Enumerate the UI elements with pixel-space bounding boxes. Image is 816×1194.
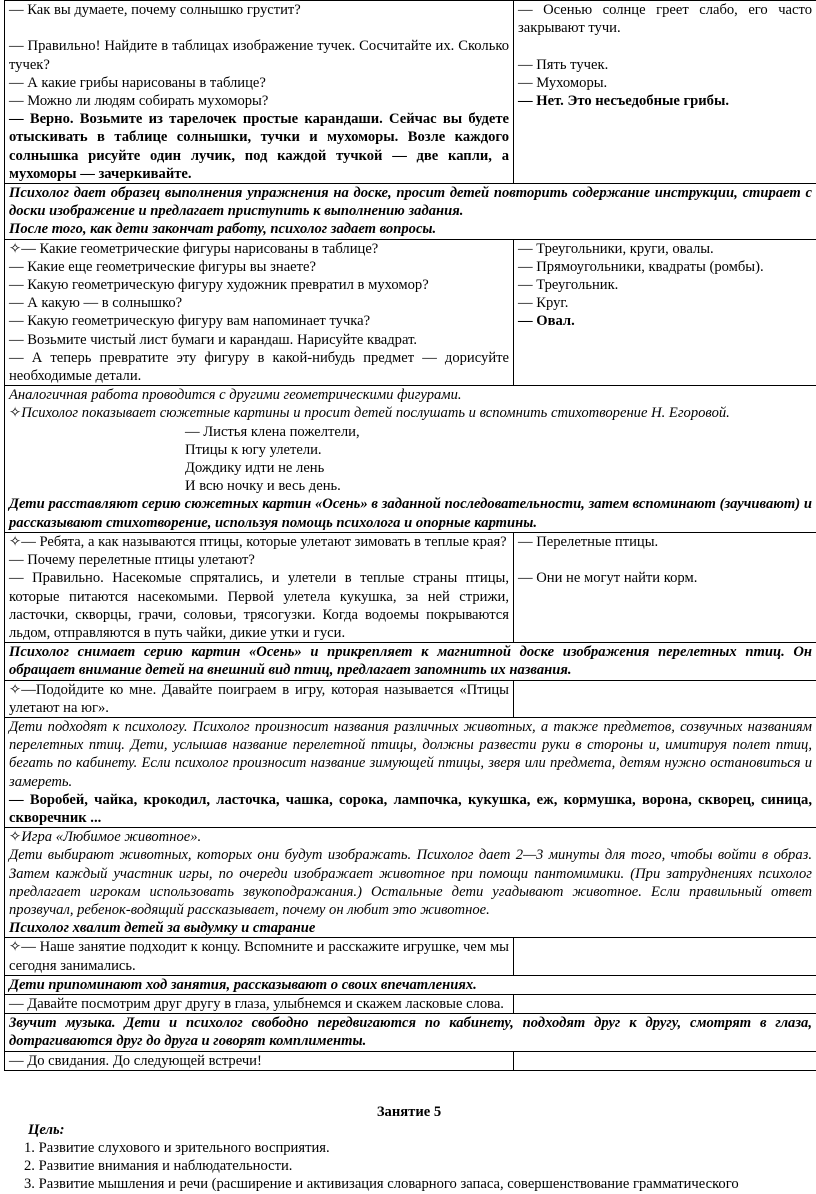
answer: — Треугольники, круги, овалы. bbox=[518, 240, 714, 257]
poem-line: Птицы к югу улетели. bbox=[185, 441, 322, 458]
poem-line: — Листья клена пожелтели, bbox=[185, 423, 360, 440]
question: — Какую геометрическую фигуру вам напоминает тучка? bbox=[9, 313, 371, 330]
note-cell bbox=[5, 828, 816, 938]
note-text: После того, как дети закончат работу, психолог задает вопросы. bbox=[9, 221, 437, 238]
star-icon: ✧ bbox=[9, 533, 22, 550]
star-icon: ✧ bbox=[9, 240, 22, 257]
note-cell bbox=[5, 184, 816, 240]
table-row bbox=[5, 938, 816, 975]
table-row bbox=[5, 680, 816, 717]
answer: — Прямоугольники, квадраты (ромбы). bbox=[518, 258, 764, 275]
blank-line bbox=[518, 551, 812, 569]
note-cell bbox=[5, 386, 816, 533]
note-text: Дети выбирают животных, которых они будут изображать. Психолог дает 2—3 минуты для того, чтобы войти в образ. Затем каждый участник игры, по очереди изображает животное при помощи пантомимики. (При затруднениях психолог предлагает игрокам использовать звукоподражания.) Остальные дети угадывают животное. Если правильный ответ прозвучал, ребенок-водящий рассказывает, почему он любит это животное. bbox=[9, 847, 812, 918]
note-row bbox=[5, 386, 816, 533]
note-text: Психолог снимает серию картин «Осень» и прикрепляет к магнитной доске изображения перелетных птиц. Он обращает внимание детей на внешний вид птиц, предлагает запомнить их названия. bbox=[9, 644, 812, 679]
star-icon: ✧ bbox=[9, 405, 22, 422]
question: — Можно ли людям собирать мухоморы? bbox=[9, 93, 269, 110]
psychologist-cell bbox=[5, 938, 514, 975]
statement: — До свидания. До следующей встречи! bbox=[9, 1052, 262, 1069]
children-cell bbox=[514, 532, 816, 642]
answer: — Круг. bbox=[518, 295, 569, 312]
instruction: — Верно. Возьмите из тарелочек простые карандаши. Сейчас вы будете отыскивать в таблице солнышки, тучки и мухоморы. Возле каждого солнышка рисуйте один лучик, под каждой тучкой — две капли, а мухоморы — зачеркивайте. bbox=[9, 111, 509, 182]
children-cell bbox=[514, 239, 816, 386]
children-cell bbox=[514, 938, 816, 975]
psychologist-cell bbox=[5, 532, 514, 642]
table-row bbox=[5, 1051, 816, 1070]
note-text: Психолог дает образец выполнения упражнения на доске, просит детей повторить содержание инструкции, стирает с доски изображение и предлагает приступить к выполнению задания. bbox=[9, 185, 812, 220]
note-text: Дети расставляют серию сюжетных картин «Осень» в заданной последовательности, затем вспоминают (заучивают) и рассказывают стихотворение, используя помощь психолога и опорные картины. bbox=[9, 496, 812, 531]
children-cell bbox=[514, 1, 816, 184]
children-cell bbox=[514, 1051, 816, 1070]
note-cell bbox=[5, 643, 816, 680]
list-item: 1. Развитие слухового и зрительного восприятия. bbox=[24, 1140, 330, 1156]
document-page bbox=[4, 0, 814, 1193]
answer: — Осенью солнце греет слабо, его часто закрывают тучи. bbox=[518, 2, 812, 37]
poem-line: И всю ночку и весь день. bbox=[185, 478, 341, 495]
children-cell bbox=[514, 680, 816, 717]
note-cell bbox=[5, 975, 816, 994]
question: — Какую геометрическую фигуру художник превратил в мухомор? bbox=[9, 277, 429, 294]
note-row bbox=[5, 643, 816, 680]
note-row bbox=[5, 1014, 816, 1051]
lesson-table bbox=[4, 0, 816, 1071]
star-icon: ✧ bbox=[9, 681, 22, 698]
table-row bbox=[5, 239, 816, 386]
poem-line: Дождику идти не лень bbox=[185, 460, 325, 477]
game-title: Игра «Любимое животное». bbox=[21, 829, 202, 846]
statement: — Правильно. Насекомые спрятались, и улетели в теплые страны птицы, которые питаются насекомыми. Первой улетела кукушка, за ней стрижи, ласточки, скворцы, грачи, соловьи, трясогузки. Когда водоемы покрываются льдом, отправляются в путь чайки, дикие утки и гуси. bbox=[9, 570, 509, 641]
answer: — Пять тучек. bbox=[518, 56, 609, 73]
question: — А какие грибы нарисованы в таблице? bbox=[9, 74, 266, 91]
question: — Правильно! Найдите в таблицах изображение тучек. Сосчитайте их. Сколько тучек? bbox=[9, 38, 509, 73]
psychologist-cell bbox=[5, 680, 514, 717]
note-text: Дети припоминают ход занятия, рассказывают о своих впечатлениях. bbox=[9, 976, 477, 993]
psychologist-cell bbox=[5, 994, 514, 1013]
star-icon: ✧ bbox=[9, 829, 22, 846]
question: — Как вы думаете, почему солнышко грустит? bbox=[9, 2, 301, 18]
lesson-title: Занятие 5 bbox=[376, 1104, 442, 1120]
list-item: 2. Развитие внимания и наблюдательности. bbox=[24, 1158, 293, 1175]
note-row bbox=[5, 828, 816, 938]
question: — Какие еще геометрические фигуры вы знаете? bbox=[9, 258, 316, 275]
table-row bbox=[5, 1, 816, 184]
statement: —Подойдите ко мне. Давайте поиграем в игру, которая называется «Птицы улетают на юг». bbox=[9, 681, 509, 716]
note-text: Звучит музыка. Дети и психолог свободно передвигаются по кабинету, подходят друг к другу, смотрят в глаза, дотрагиваются друг до друга и говорят комплименты. bbox=[9, 1015, 812, 1050]
note-cell bbox=[5, 717, 816, 827]
goal-list bbox=[24, 1139, 814, 1194]
table-row bbox=[5, 994, 816, 1013]
list-item: 3. Развитие мышления и речи (расширение и активизация словарного запаса, совершенствование грамматического bbox=[24, 1176, 739, 1193]
table-row bbox=[5, 532, 816, 642]
question: — Возьмите чистый лист бумаги и карандаш. Нарисуйте квадрат. bbox=[9, 331, 417, 348]
children-cell bbox=[514, 994, 816, 1013]
answer: — Овал. bbox=[518, 313, 575, 330]
note-text: Дети подходят к психологу. Психолог произносит названия различных животных, а также предметов, созвучных названиям перелетных птиц. Дети, услышав название перелетной птицы, должны развести руки в стороны и, имитируя полет птиц, бегать по кабинету. Если психолог произносит название зимующей птицы, зверя или предмета, детям нужно остановиться и замереть. bbox=[9, 718, 812, 790]
answer: — Перелетные птицы. bbox=[518, 533, 659, 550]
blank-line bbox=[9, 19, 509, 37]
note-row bbox=[5, 184, 816, 240]
word-list: — Воробей, чайка, крокодил, ласточка, чашка, сорока, лампочка, кукушка, еж, кормушка, ворона, скворец, синица, скворечник ... bbox=[9, 791, 812, 826]
note-text: Аналогичная работа проводится с другими геометрическими фигурами. bbox=[9, 387, 462, 404]
statement: — Давайте посмотрим друг другу в глаза, улыбнемся и скажем ласковые слова. bbox=[9, 995, 504, 1012]
psychologist-cell bbox=[5, 1051, 514, 1070]
question: — Почему перелетные птицы улетают? bbox=[9, 552, 255, 569]
question: — Ребята, а как называются птицы, которые улетают зимовать в теплые края? bbox=[21, 533, 507, 550]
answer: — Они не могут найти корм. bbox=[518, 570, 698, 587]
blank-line bbox=[518, 37, 812, 55]
answer: — Мухоморы. bbox=[518, 74, 608, 91]
question: — Какие геометрические фигуры нарисованы в таблице? bbox=[21, 240, 379, 257]
answer: — Нет. Это несъедобные грибы. bbox=[518, 93, 729, 110]
note-cell bbox=[5, 1014, 816, 1051]
note-row bbox=[5, 717, 816, 827]
star-icon: ✧ bbox=[9, 939, 22, 956]
statement: — Наше занятие подходит к концу. Вспомните и расскажите игрушке, чем мы сегодня занимались. bbox=[9, 939, 509, 974]
goal-label: Цель: bbox=[28, 1122, 65, 1138]
note-row bbox=[5, 975, 816, 994]
note-text: Психолог хвалит детей за выдумку и старание bbox=[9, 920, 316, 937]
note-text: Психолог показывает сюжетные картины и просит детей послушать и вспомнить стихотворение Н. Егоровой. bbox=[21, 405, 730, 422]
psychologist-cell bbox=[5, 1, 514, 184]
question: — А какую — в солнышко? bbox=[9, 295, 183, 312]
answer: — Треугольник. bbox=[518, 277, 619, 294]
psychologist-cell bbox=[5, 239, 514, 386]
question: — А теперь превратите эту фигуру в какой-нибудь предмет — дорисуйте необходимые детали. bbox=[9, 349, 509, 385]
